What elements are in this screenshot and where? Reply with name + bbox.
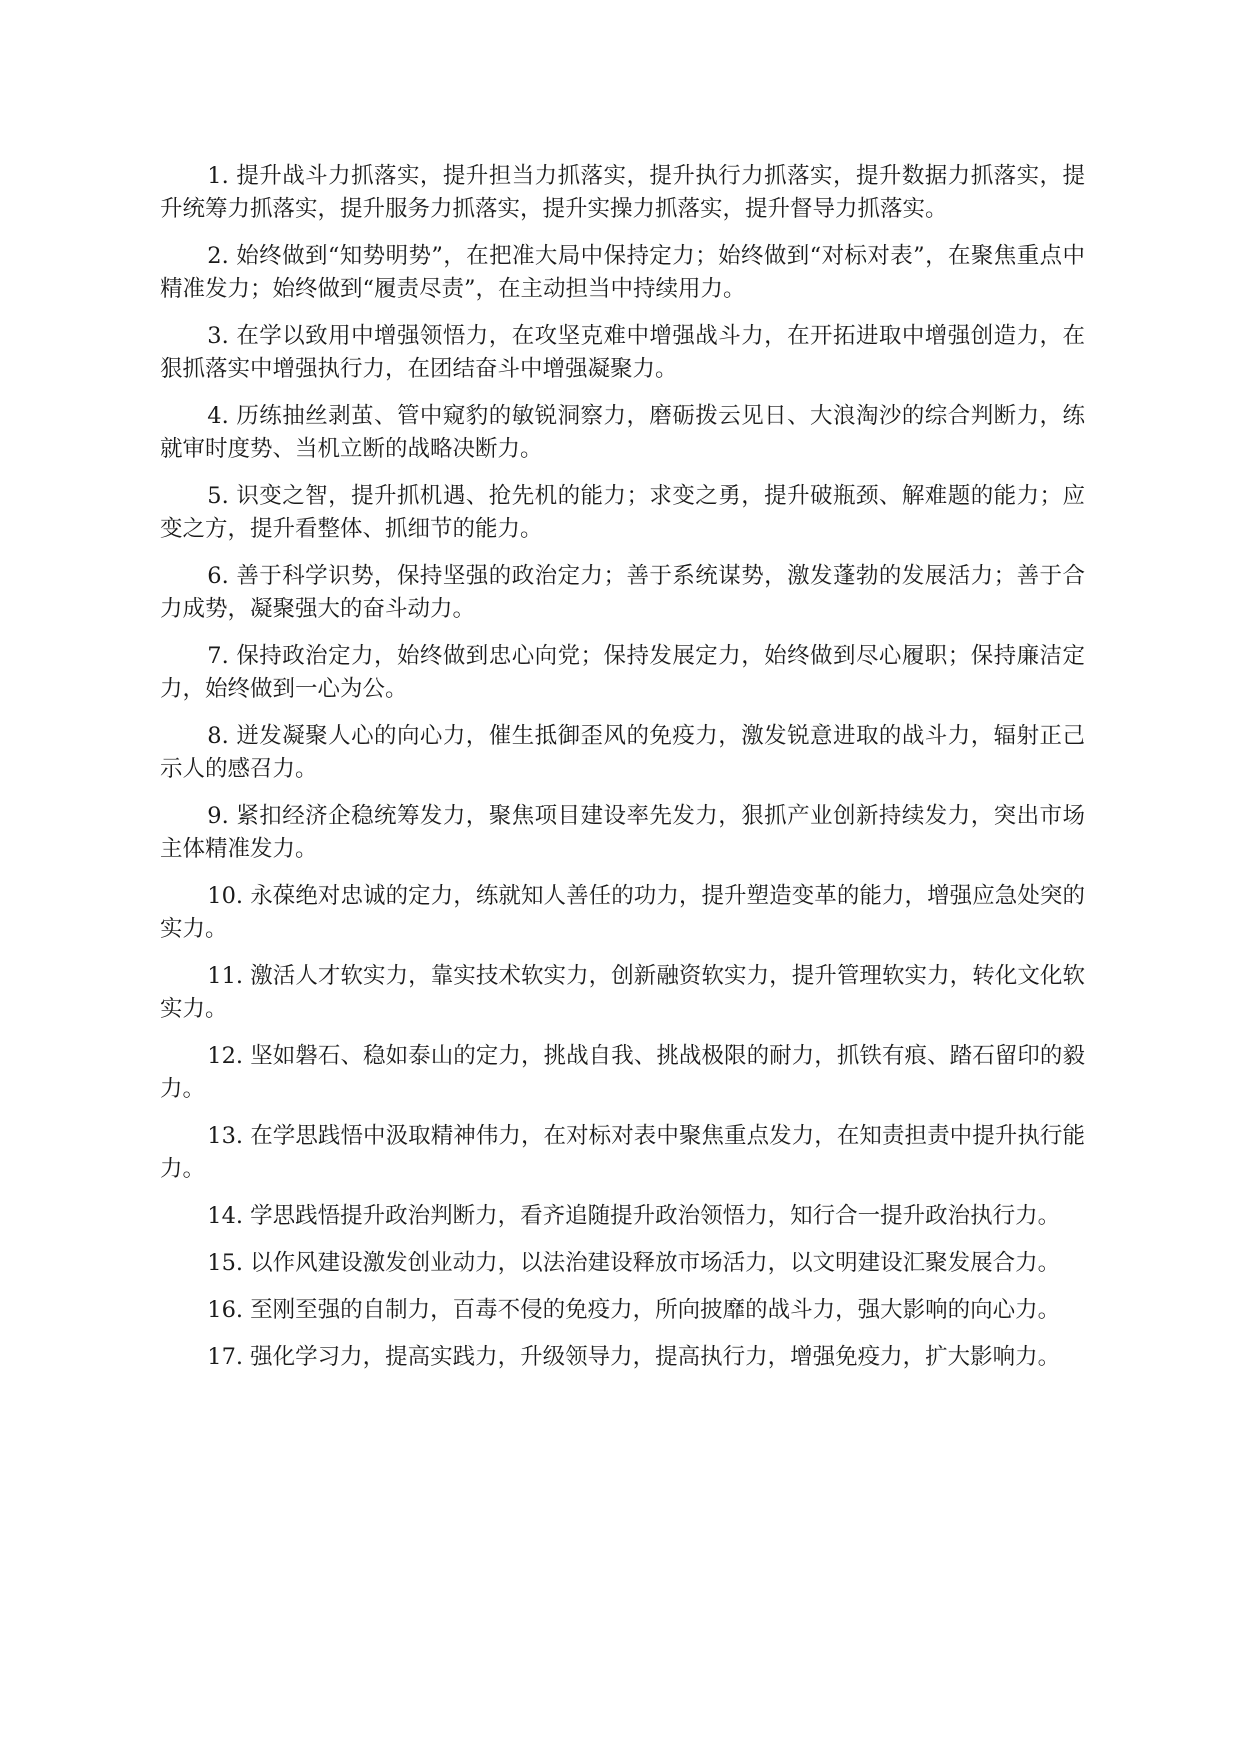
paragraph-13: 13. 在学思践悟中汲取精神伟力，在对标对表中聚焦重点发力，在知责担责中提升执行能力。 [160, 1123, 1085, 1182]
paragraph-15: 15. 以作风建设激发创业动力，以法治建设释放市场活力，以文明建设汇聚发展合力。 [207, 1250, 1061, 1276]
document-body [160, 160, 1085, 1388]
paragraph-16: 16. 至刚至强的自制力，百毒不侵的免疫力，所向披靡的战斗力，强大影响的向心力。 [207, 1297, 1061, 1323]
paragraph-3: 3. 在学以致用中增强领悟力，在攻坚克难中增强战斗力，在开拓进取中增强创造力，在狠抓落实中增强执行力，在团结奋斗中增强凝聚力。 [160, 323, 1085, 382]
paragraph-14: 14. 学思践悟提升政治判断力，看齐追随提升政治领悟力，知行合一提升政治执行力。 [207, 1203, 1061, 1229]
paragraph-1: 1. 提升战斗力抓落实，提升担当力抓落实，提升执行力抓落实，提升数据力抓落实，提升统筹力抓落实，提升服务力抓落实，提升实操力抓落实，提升督导力抓落实。 [160, 163, 1085, 222]
paragraph-7: 7. 保持政治定力，始终做到忠心向党；保持发展定力，始终做到尽心履职；保持廉洁定力，始终做到一心为公。 [160, 643, 1085, 702]
paragraph-17: 17. 强化学习力，提高实践力，升级领导力，提高执行力，增强免疫力，扩大影响力。 [207, 1344, 1061, 1370]
paragraph-2: 2. 始终做到“知势明势”，在把准大局中保持定力；始终做到“对标对表”，在聚焦重点中精准发力；始终做到“履责尽责”，在主动担当中持续用力。 [160, 243, 1085, 302]
paragraph-10: 10. 永葆绝对忠诚的定力，练就知人善任的功力，提升塑造变革的能力，增强应急处突的实力。 [160, 883, 1085, 942]
paragraph-5: 5. 识变之智，提升抓机遇、抢先机的能力；求变之勇，提升破瓶颈、解难题的能力；应变之方，提升看整体、抓细节的能力。 [160, 483, 1085, 542]
paragraph-6: 6. 善于科学识势，保持坚强的政治定力；善于系统谋势，激发蓬勃的发展活力；善于合力成势，凝聚强大的奋斗动力。 [160, 563, 1085, 622]
paragraph-12: 12. 坚如磐石、稳如泰山的定力，挑战自我、挑战极限的耐力，抓铁有痕、踏石留印的毅力。 [160, 1043, 1085, 1102]
paragraph-11: 11. 激活人才软实力，靠实技术软实力，创新融资软实力，提升管理软实力，转化文化软实力。 [160, 963, 1085, 1022]
paragraph-9: 9. 紧扣经济企稳统筹发力，聚焦项目建设率先发力，狠抓产业创新持续发力，突出市场主体精准发力。 [160, 803, 1085, 862]
paragraph-4: 4. 历练抽丝剥茧、管中窥豹的敏锐洞察力，磨砺拨云见日、大浪淘沙的综合判断力，练就审时度势、当机立断的战略决断力。 [160, 403, 1085, 462]
paragraph-8: 8. 迸发凝聚人心的向心力，催生抵御歪风的免疫力，激发锐意进取的战斗力，辐射正己示人的感召力。 [160, 723, 1085, 782]
